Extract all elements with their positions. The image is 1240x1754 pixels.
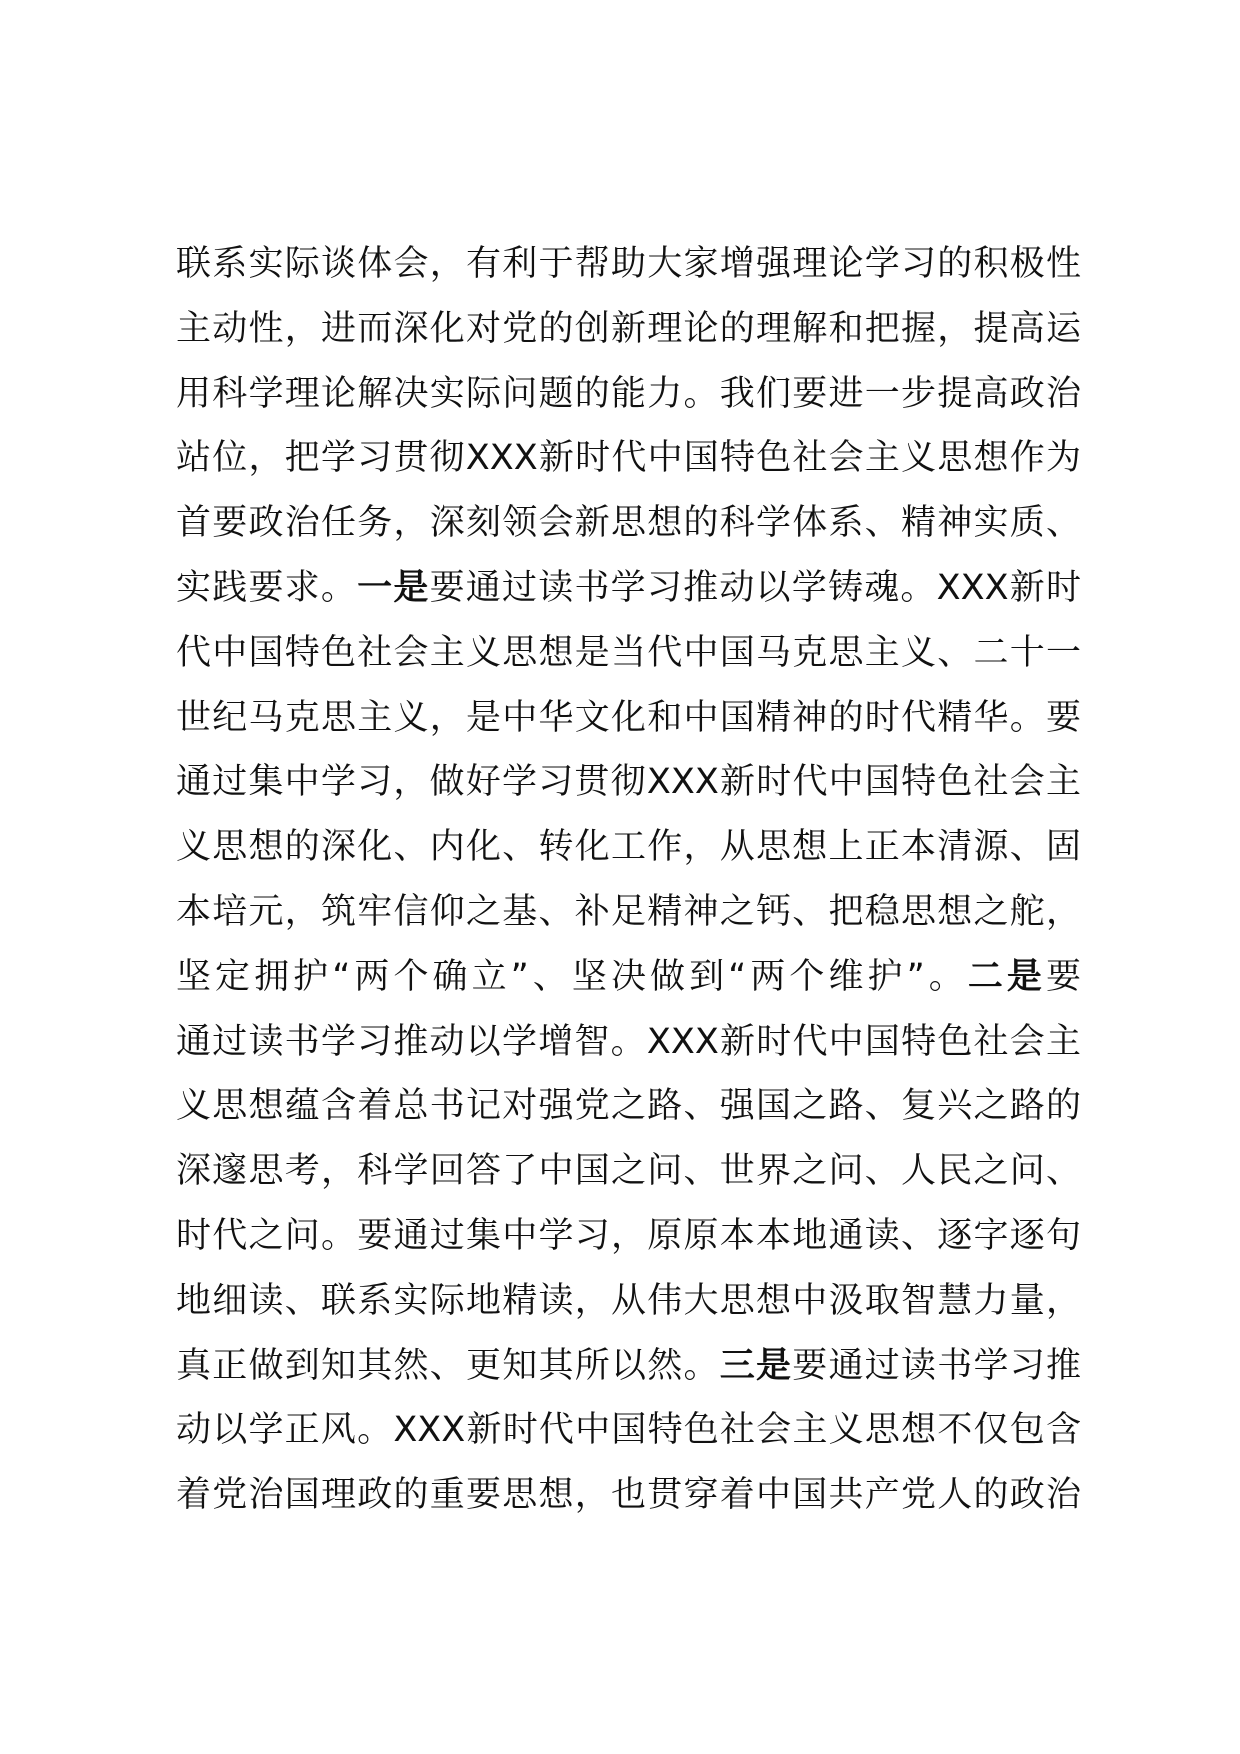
text-line: 义思想蕴含着总书记对强党之路、强国之路、复兴之路的 <box>176 1086 1081 1127</box>
text-line: 主动性，进而深化对党的创新理论的理解和把握，提高运 <box>176 308 1081 349</box>
text-line: 动以学正风。XXX新时代中国特色社会主义思想不仅包含 <box>176 1410 1081 1451</box>
text-line: 着党治国理政的重要思想，也贯穿着中国共产党人的政治 <box>176 1475 1081 1516</box>
text-line: 代中国特色社会主义思想是当代中国马克思主义、二十一 <box>176 632 1081 673</box>
bold-marker-first: 一是 <box>357 567 430 608</box>
text-line: 站位，把学习贯彻XXX新时代中国特色社会主义思想作为 <box>176 438 1081 479</box>
text-line: 实践要求。一是要通过读书学习推动以学铸魂。XXX新时 <box>176 567 1081 608</box>
text-line: 世纪马克思主义，是中华文化和中国精神的时代精华。要 <box>176 697 1081 738</box>
text-line: 本培元，筑牢信仰之基、补足精神之钙、把稳思想之舵， <box>176 891 1081 932</box>
text-line: 地细读、联系实际地精读，从伟大思想中汲取智慧力量， <box>176 1280 1081 1321</box>
bold-marker-second: 二是 <box>967 956 1046 997</box>
text-line: 联系实际谈体会，有利于帮助大家增强理论学习的积极性 <box>176 244 1081 284</box>
text-line: 通过读书学习推动以学增智。XXX新时代中国特色社会主 <box>176 1021 1081 1062</box>
text-line: 时代之问。要通过集中学习，原原本本地通读、逐字逐句 <box>176 1215 1081 1256</box>
text-line: 义思想的深化、内化、转化工作，从思想上正本清源、固 <box>176 827 1081 868</box>
text-line: 首要政治任务，深刻领会新思想的科学体系、精神实质、 <box>176 503 1081 544</box>
text-line: 坚定拥护“两个确立”、坚决做到“两个维护”。二是要 <box>176 956 1081 997</box>
text-line: 真正做到知其然、更知其所以然。三是要通过读书学习推 <box>176 1345 1081 1386</box>
body-paragraph <box>176 232 1081 1528</box>
text-line: 深邃思考，科学回答了中国之问、世界之问、人民之问、 <box>176 1151 1081 1192</box>
text-line: 通过集中学习，做好学习贯彻XXX新时代中国特色社会主 <box>176 762 1081 803</box>
text-line: 用科学理论解决实际问题的能力。我们要进一步提高政治 <box>176 373 1081 414</box>
bold-marker-third: 三是 <box>719 1345 793 1386</box>
